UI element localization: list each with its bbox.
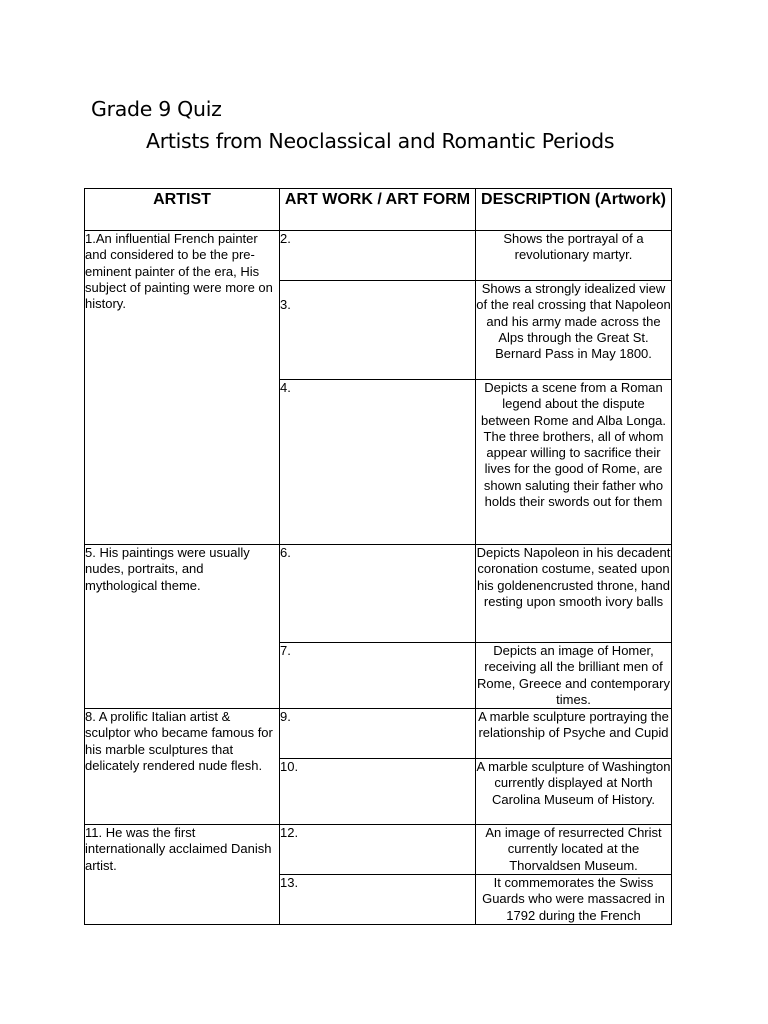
art-work-cell: 7. — [280, 643, 476, 709]
art-work-cell: 3. — [280, 281, 476, 380]
description-cell: It commemorates the Swiss Guards who were massacred in 1792 during the French — [476, 875, 672, 925]
table-row — [85, 825, 672, 875]
description-cell: Depicts an image of Homer, receiving all the brilliant men of Rome, Greece and contemporary times. — [477, 643, 670, 707]
artist-cell: 11. He was the first internationally acclaimed Danish artist. — [85, 825, 280, 925]
quiz-title: Grade 9 Quiz — [91, 97, 222, 121]
art-work-cell: 12. — [280, 825, 476, 875]
art-work-cell: 4. — [280, 380, 476, 545]
art-work-cell: 9. — [280, 709, 476, 759]
description-cell: Shows a strongly idealized view of the real crossing that Napoleon and his army made across the Alps through the Great St. Bernard Pass in May 1800. — [476, 281, 672, 380]
artist-cell: 1.An influential French painter and considered to be the pre-eminent painter of the era, His subject of painting were more on history. — [85, 231, 280, 545]
column-header-art-work: ART WORK / ART FORM — [280, 189, 476, 231]
quiz-subtitle: Artists from Neoclassical and Romantic Periods — [146, 129, 615, 153]
artist-cell: 5. His paintings were usually nudes, portraits, and mythological theme. — [85, 545, 280, 709]
description-cell: Depicts Napoleon in his decadent coronation costume, seated upon his goldenencrusted throne, hand resting upon smooth ivory balls — [476, 545, 672, 643]
table-row — [85, 231, 672, 281]
art-work-cell: 13. — [280, 875, 476, 925]
table-row — [85, 709, 672, 759]
description-cell: An image of resurrected Christ currently located at the Thorvaldsen Museum. — [476, 825, 672, 875]
table-header-row — [85, 189, 672, 231]
art-work-cell: 2. — [280, 231, 476, 281]
artist-cell: 8. A prolific Italian artist & sculptor who became famous for his marble sculptures that delicately rendered nude flesh. — [85, 709, 280, 825]
quiz-table — [84, 188, 672, 925]
description-cell: Depicts a scene from a Roman legend about the dispute between Rome and Alba Longa. The three brothers, all of whom appear willing to sacrifice their lives for the good of Rome, are shown saluting their father who holds their swords out for them — [476, 380, 672, 545]
art-work-cell: 6. — [280, 545, 476, 643]
description-cell: Shows the portrayal of a revolutionary martyr. — [476, 231, 672, 281]
description-cell: A marble sculpture of Washington currently displayed at North Carolina Museum of History. — [476, 759, 672, 825]
table-row — [85, 545, 672, 643]
column-header-artist: ARTIST — [85, 189, 280, 231]
column-header-description: DESCRIPTION (Artwork) — [476, 189, 672, 231]
art-work-cell: 10. — [280, 759, 476, 825]
description-cell: A marble sculpture portraying the relationship of Psyche and Cupid — [476, 709, 672, 759]
